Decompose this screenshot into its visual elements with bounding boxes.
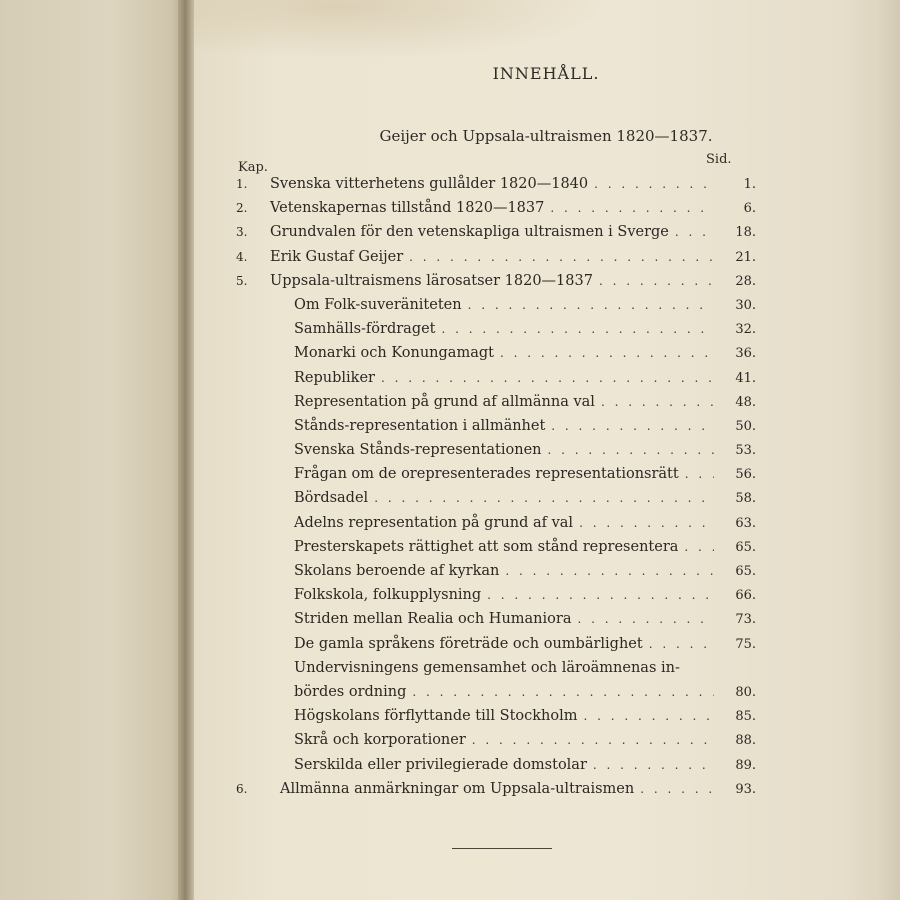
entry-number: 1. [236, 177, 248, 191]
dot-leader [381, 371, 714, 385]
toc-subentry [236, 757, 756, 781]
entry-title: Vetenskapernas tillstånd 1820—1837 [270, 200, 545, 217]
entry-page: 63. [735, 515, 756, 531]
entry-title: Representation på grund af allmänna val [294, 393, 595, 410]
toc-subentry [236, 563, 756, 587]
toc-entry-1 [236, 176, 756, 200]
dot-leader [675, 225, 714, 239]
toc-subentry [236, 394, 756, 418]
entry-page: 18. [735, 225, 756, 241]
entry-page: 88. [735, 733, 756, 749]
toc-entry-5 [236, 273, 756, 297]
entry-title: Erik Gustaf Geijer [270, 248, 404, 265]
entry-page: 36. [735, 346, 756, 362]
entry-title: Skolans beroende af kyrkan [294, 563, 500, 579]
toc-subentry [236, 660, 756, 684]
toc-subentry [236, 587, 756, 611]
entry-title: Presterskapets rättighet att som stånd representera [294, 538, 679, 555]
entry-page: 93. [735, 781, 756, 797]
entry-page: 30. [735, 297, 756, 313]
toc-subentry [236, 490, 756, 514]
left-page [0, 0, 185, 900]
toc-subentry [236, 708, 756, 732]
toc-entry-6 [236, 781, 756, 805]
dot-leader [550, 201, 714, 215]
dot-leader [487, 588, 714, 602]
entry-title: Bördsadel [294, 490, 369, 507]
entry-number: 2. [236, 201, 248, 216]
entry-title: Serskilda eller privilegierade domstolar [294, 756, 587, 773]
dot-leader [468, 298, 714, 312]
closing-rule [452, 848, 552, 849]
entry-number: 5. [236, 273, 248, 288]
entry-page: 65. [735, 539, 756, 555]
toc-subentry [236, 297, 756, 321]
dot-leader [685, 467, 714, 481]
entry-page: 6. [743, 201, 756, 217]
dot-leader [601, 395, 714, 409]
entry-page: 53. [735, 443, 756, 459]
entry-title: Monarki och Konungamagt [294, 345, 494, 362]
dot-leader [594, 177, 714, 191]
entry-page: 58. [735, 491, 756, 507]
entry-page: 66. [735, 588, 756, 604]
toc-entry-3 [236, 224, 756, 248]
entry-title: Allmänna anmärkningar om Uppsala-ultraismen [280, 780, 635, 797]
entry-page: 1. [743, 177, 756, 192]
entry-title: Republiker [294, 369, 375, 386]
dot-leader [505, 564, 714, 578]
chapter-column-header: Kap. [238, 160, 268, 175]
entry-title: Frågan om de orepresenterades representationsrätt [294, 466, 679, 483]
toc-subentry [236, 732, 756, 756]
entry-title: Högskolans förflyttande till Stockholm [294, 708, 578, 725]
entry-page: 28. [735, 273, 756, 289]
dot-leader [579, 516, 714, 530]
entry-title: Adelns representation på grund af val [294, 514, 574, 531]
dot-leader [547, 443, 714, 457]
entry-title: Grundvalen för den vetenskapliga ultraismen i Sverge [270, 224, 669, 241]
dot-leader [412, 685, 714, 699]
dot-leader [409, 250, 714, 264]
entry-page: 50. [735, 418, 756, 434]
toc-subentry [236, 370, 756, 394]
entry-number: 3. [236, 225, 248, 240]
entry-number: 6. [236, 781, 248, 796]
entry-title: Uppsala-ultraismens lärosatser 1820—1837 [270, 272, 593, 289]
entry-page: 73. [735, 612, 756, 628]
entry-page: 65. [735, 564, 756, 579]
toc-subentry [236, 321, 756, 345]
entry-title: De gamla språkens företräde och oumbärlighet [294, 635, 643, 652]
entry-page: 80. [735, 684, 756, 700]
toc-entry-2 [236, 200, 756, 224]
entry-title: Svenska vitterhetens gullålder 1820—1840 [270, 176, 589, 192]
toc-subentry-continuation [236, 684, 756, 708]
entry-title: Striden mellan Realia och Humaniora [294, 611, 572, 628]
dot-leader [374, 491, 714, 505]
page-title: INNEHÅLL. [492, 64, 600, 83]
toc-subentry [236, 636, 756, 660]
page-column-header: Sid. [706, 152, 732, 167]
dot-leader [577, 612, 714, 626]
toc-subentry [236, 466, 756, 490]
dot-leader [551, 419, 714, 433]
page-stain [190, 0, 610, 60]
entry-page: 48. [735, 394, 756, 410]
entry-page: 21. [735, 249, 756, 265]
entry-page: 89. [735, 757, 756, 773]
entry-page: 85. [735, 709, 756, 725]
toc-subentry [236, 418, 756, 442]
entry-page: 32. [735, 322, 756, 338]
toc-entry-4 [236, 249, 756, 273]
entry-title-continued: bördes ordning [294, 683, 407, 700]
toc-subentry [236, 539, 756, 563]
dot-leader [593, 758, 714, 772]
entry-number: 4. [236, 249, 248, 264]
dot-leader [599, 274, 714, 288]
dot-leader [500, 346, 714, 360]
toc-subentry [236, 442, 756, 466]
entry-page: 41. [735, 370, 756, 386]
entry-title: Skrå och korporationer [294, 732, 466, 749]
entry-page: 75. [735, 636, 756, 652]
dot-leader [442, 322, 714, 336]
toc-subentry [236, 611, 756, 635]
toc-subentry [236, 345, 756, 369]
entry-title: Stånds-representation i allmänhet [294, 417, 546, 434]
entry-page: 56. [735, 467, 756, 483]
dot-leader [640, 782, 714, 796]
section-title: Geijer och Uppsala-ultraismen 1820—1837. [379, 127, 713, 145]
entry-title: Folkskola, folkupplysning [294, 587, 482, 604]
entry-title: Svenska Stånds-representationen [294, 442, 542, 459]
entry-title: Samhälls-fördraget [294, 321, 436, 338]
entry-title: Om Folk-suveräniteten [294, 296, 462, 313]
entry-title: Undervisningens gemensamhet och läroämnenas in- [294, 659, 680, 676]
toc-subentry [236, 515, 756, 539]
dot-leader [649, 637, 714, 651]
dot-leader [472, 733, 714, 747]
dot-leader [584, 709, 715, 723]
dot-leader [684, 540, 714, 554]
table-of-contents [236, 176, 756, 805]
